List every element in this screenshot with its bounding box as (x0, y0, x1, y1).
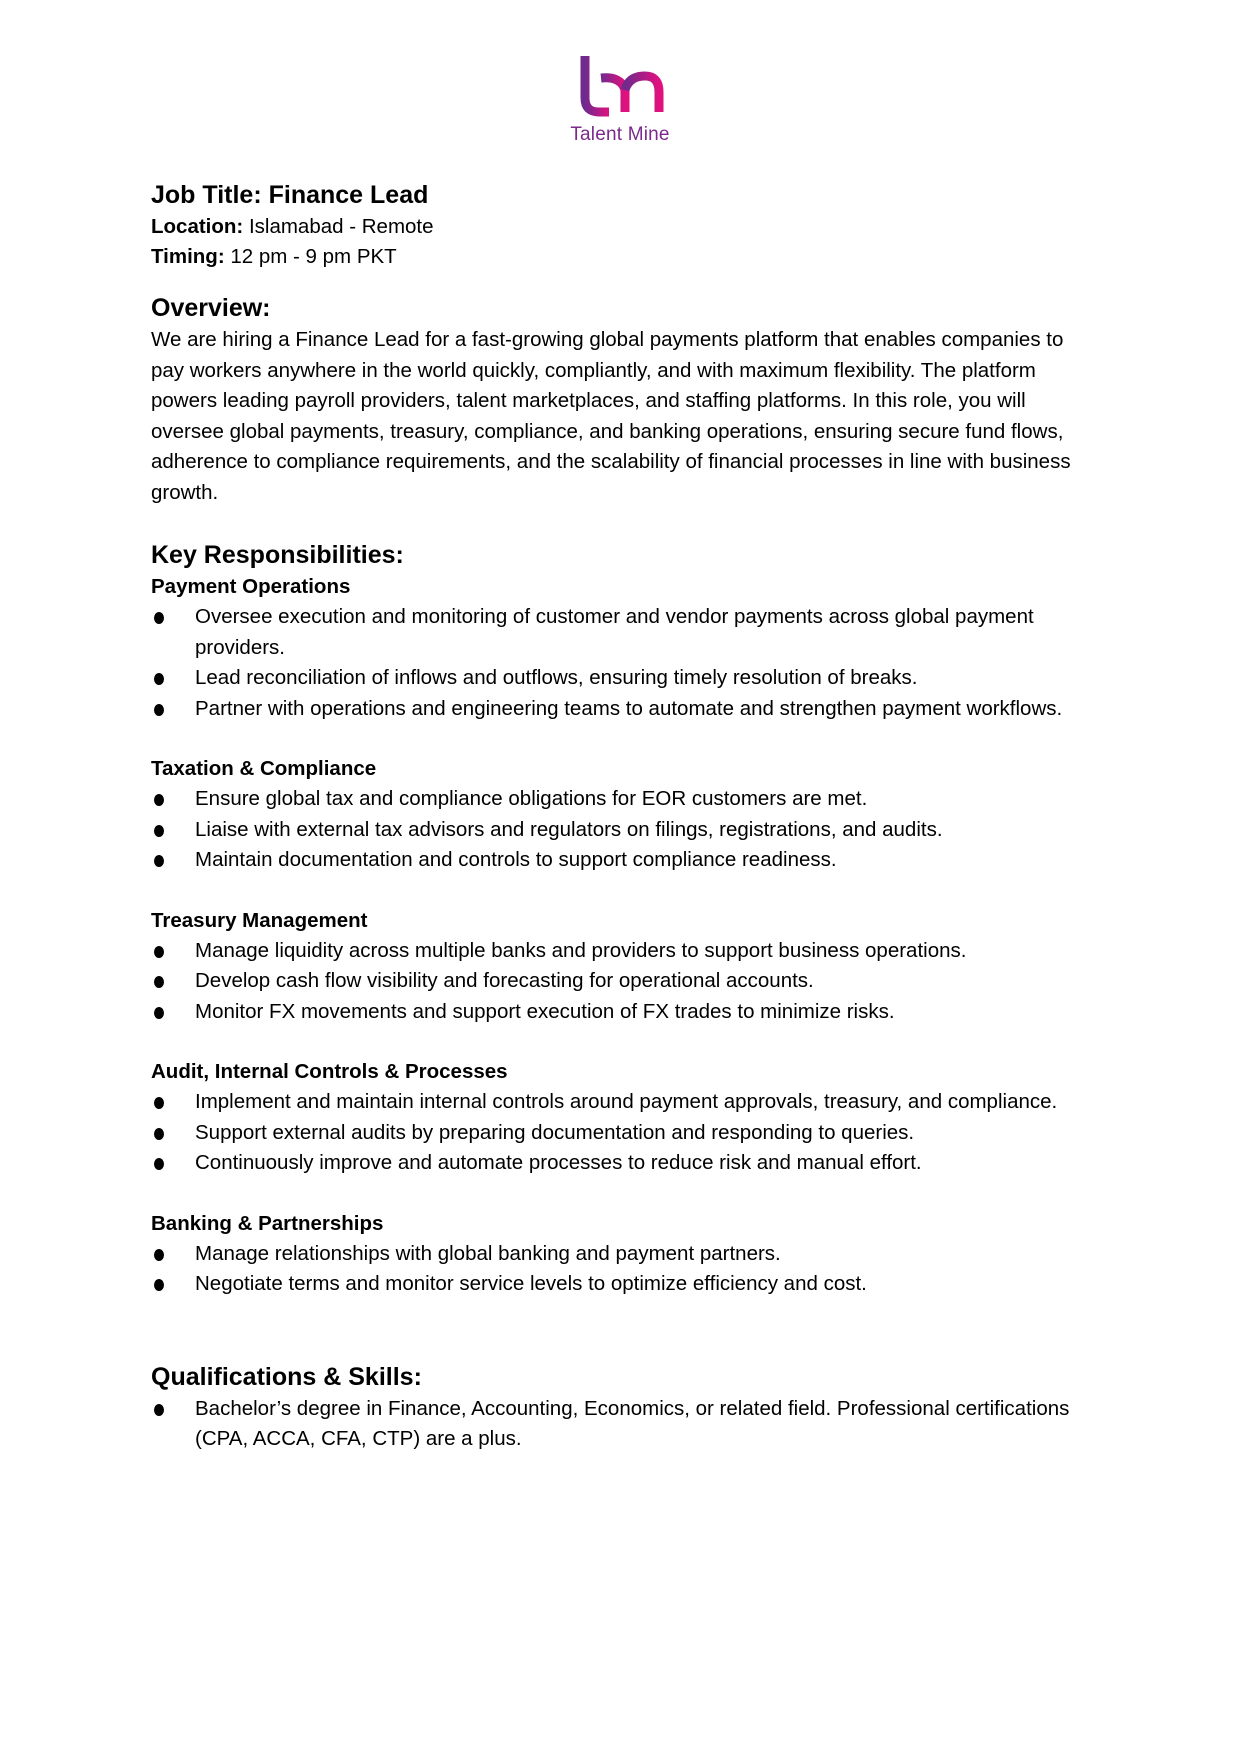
list-item: Negotiate terms and monitor service levels to optimize efficiency and cost. (151, 1269, 1091, 1300)
responsibilities-heading: Key Responsibilities: (151, 541, 404, 569)
list-item: Manage relationships with global banking and payment partners. (151, 1239, 1091, 1270)
bullet-list (151, 1394, 1091, 1455)
bullet-icon (154, 1249, 164, 1261)
job-title: Job Title: Finance Lead (151, 181, 429, 209)
list-item: Monitor FX movements and support execution of FX trades to minimize risks. (151, 997, 1091, 1028)
logo-text: Talent Mine (570, 124, 670, 145)
list-item: Continuously improve and automate processes to reduce risk and manual effort. (151, 1148, 1091, 1179)
bullet-icon (154, 1128, 164, 1140)
bullet-icon (154, 855, 164, 867)
subsection-title: Audit, Internal Controls & Processes (151, 1060, 508, 1083)
bullet-list (151, 1239, 1091, 1300)
bullet-icon (154, 825, 164, 837)
bullet-icon (154, 794, 164, 806)
list-item: Support external audits by preparing documentation and responding to queries. (151, 1118, 1091, 1149)
timing-line (151, 242, 1091, 272)
list-item: Implement and maintain internal controls around payment approvals, treasury, and compliance. (151, 1087, 1091, 1118)
list-item: Liaise with external tax advisors and regulators on filings, registrations, and audits. (151, 815, 1091, 846)
list-item: Lead reconciliation of inflows and outflows, ensuring timely resolution of breaks. (151, 663, 1091, 694)
timing-label: Timing: (151, 245, 225, 268)
overview-heading: Overview: (151, 294, 271, 322)
bullet-icon (154, 704, 164, 716)
bullet-list (151, 936, 1091, 1028)
list-item: Oversee execution and monitoring of customer and vendor payments across global payment providers. (151, 602, 1091, 663)
location-value: Islamabad - Remote (243, 215, 434, 238)
job-description (151, 178, 1091, 1455)
timing-value: 12 pm - 9 pm PKT (224, 245, 397, 268)
bullet-icon (154, 1404, 164, 1416)
subsection-title: Treasury Management (151, 908, 368, 932)
bullet-list (151, 1087, 1091, 1179)
qualifications-heading: Qualifications & Skills: (151, 1362, 422, 1391)
bullet-icon (154, 946, 164, 958)
list-item: Bachelor’s degree in Finance, Accounting, Economics, or related field. Professional certifications (CPA, ACCA, CFA, CTP) are a plus. (151, 1394, 1091, 1455)
location-label: Location: (151, 215, 244, 238)
list-item: Develop cash flow visibility and forecasting for operational accounts. (151, 966, 1091, 997)
bullet-list (151, 602, 1091, 724)
list-item: Manage liquidity across multiple banks and providers to support business operations. (151, 936, 1091, 967)
subsection-title: Payment Operations (151, 575, 351, 598)
bullet-icon (154, 1007, 164, 1019)
list-item: Partner with operations and engineering teams to automate and strengthen payment workflows. (151, 694, 1091, 725)
bullet-icon (154, 673, 164, 685)
list-item: Ensure global tax and compliance obligations for EOR customers are met. (151, 784, 1091, 815)
talent-mine-logo-icon (575, 54, 665, 118)
bullet-icon (154, 1097, 164, 1109)
list-item: Maintain documentation and controls to support compliance readiness. (151, 845, 1091, 876)
company-logo (540, 54, 700, 146)
overview-text: We are hiring a Finance Lead for a fast-growing global payments platform that enables companies to pay workers anywhere in the world quickly, compliantly, and with maximum flexibility. The platform powers leading payroll providers, talent marketplaces, and staffing platforms. In this role, you will oversee global payments, treasury, compliance, and banking operations, ensuring secure fund flows, adherence to compliance requirements, and the scalability of financial processes in line with business growth. (151, 328, 1071, 504)
location-line (151, 212, 1091, 242)
subsection-title: Taxation & Compliance (151, 757, 377, 780)
bullet-list (151, 784, 1091, 876)
bullet-icon (154, 976, 164, 988)
bullet-icon (154, 1158, 164, 1170)
bullet-icon (154, 612, 164, 624)
subsection-title: Banking & Partnerships (151, 1211, 384, 1235)
bullet-icon (154, 1279, 164, 1291)
